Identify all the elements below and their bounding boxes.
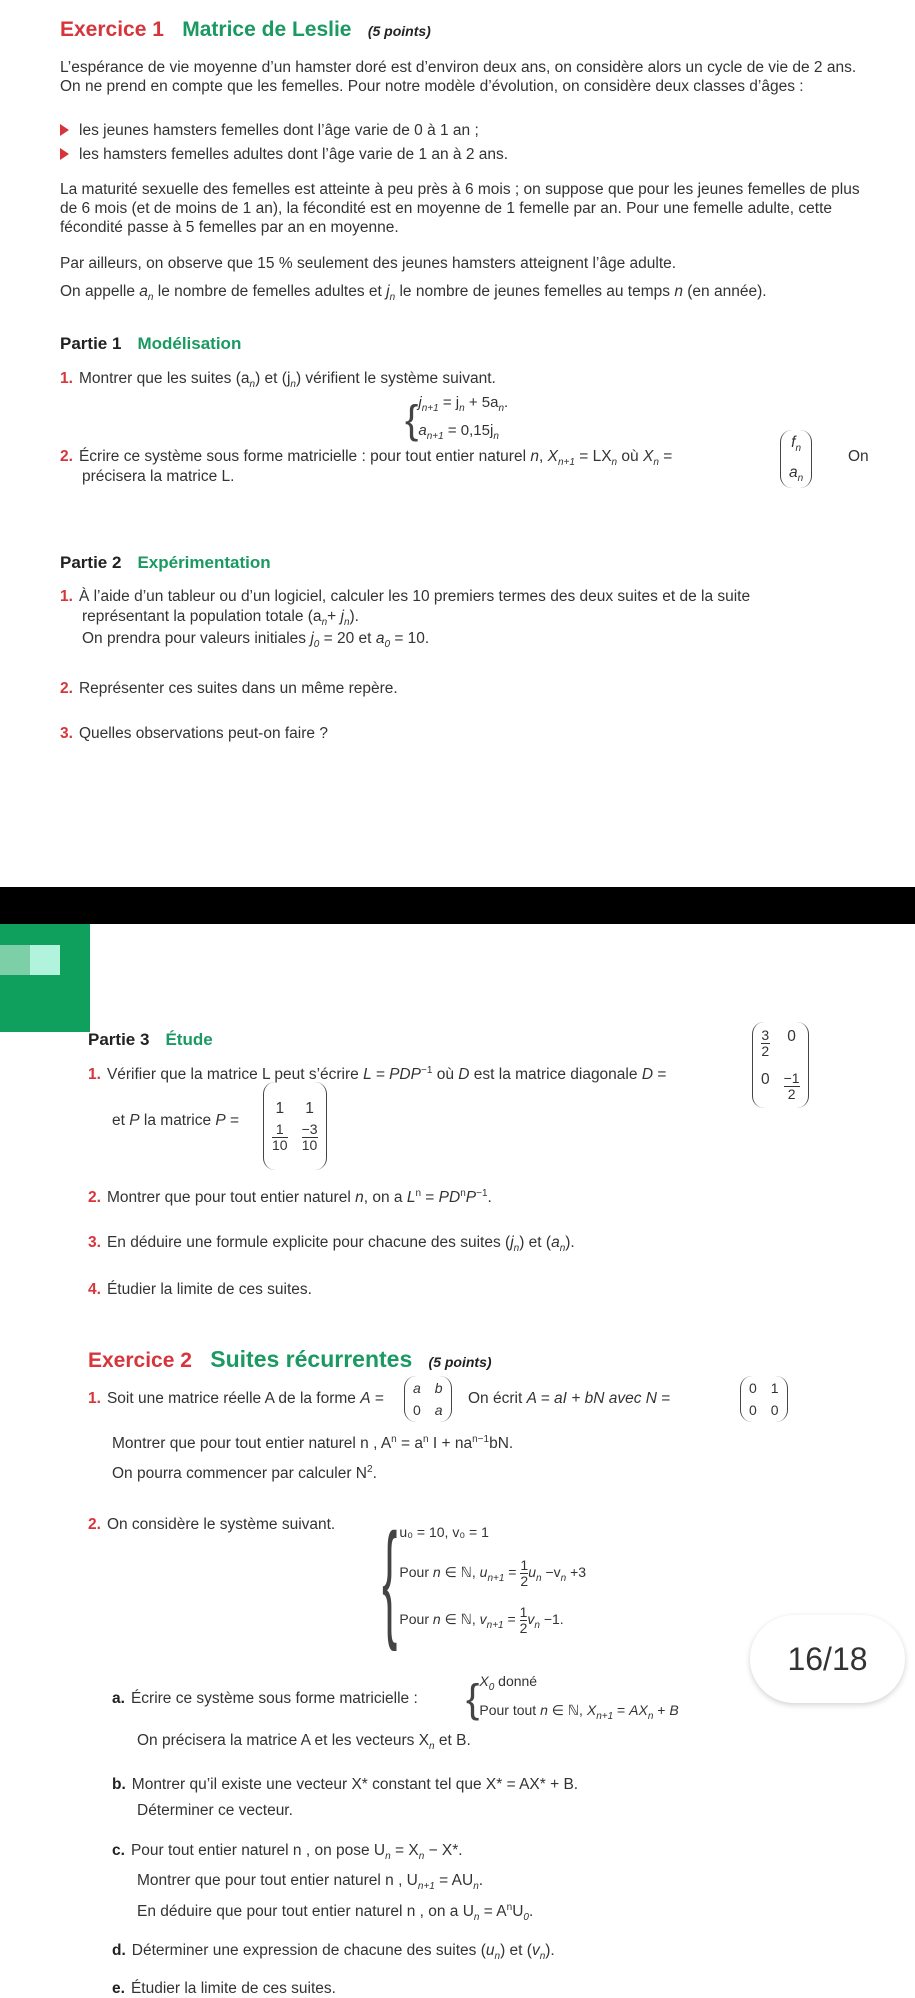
bullet-triangle-icon: [60, 148, 69, 160]
exercise-2-heading: [88, 1346, 492, 1373]
notation-paragraph: On appelle $a_n$ le nombre de femelles adultes et $j_n$ le nombre de jeunes femelles au temps n (en année).: [60, 283, 767, 303]
brace-icon: {: [382, 1506, 398, 1652]
ex2-question-2e: e. Étudier la limite de ces suites.: [112, 1980, 336, 1997]
part-1-heading: Partie 1 Modélisation: [60, 334, 242, 353]
bullet-text: les jeunes hamsters femelles dont l’âge varie de 0 à 1 an ;: [79, 122, 479, 139]
ex2-q2b-line2: Déterminer ce vecteur.: [137, 1802, 293, 1819]
q2-on: On: [848, 448, 869, 465]
part1-question-1: 1. Montrer que les suites $(a_n)$ et $(j_n)$ vérifient le système suivant.: [60, 370, 496, 390]
vector-xn: $f_n$ $a_n$: [780, 430, 812, 488]
part3-question-4: 4. Étudier la limite de ces suites.: [88, 1281, 312, 1298]
part2-question-1: 1. À l’aide d’un tableur ou d’un logiciel, calculer les 10 premiers termes des deux suites et de la suite: [60, 588, 751, 605]
part3-question-2: 2. Montrer que pour tout entier naturel n, on a $L^n = PD^nP^{-1}$.: [88, 1188, 492, 1206]
ex2-question-2c: c. Pour tout entier naturel n , on pose $U_n = X_n - X*$.: [112, 1842, 463, 1862]
maturity-paragraph: La maturité sexuelle des femelles est atteinte à peu près à 6 mois ; on suppose que pour les jeunes femelles de plus de 6 mois (et de moins de 1 an), la fécondité est en moyenne de 1 femelle par an. Pour une femelle adulte, cette fécondité passe à 5 femelles par an en moyenne.: [60, 181, 860, 236]
ex2-q1-line2: Montrer que pour tout entier naturel n , $A^n = a^n$ $I + na^{n-1}bN$.: [112, 1434, 514, 1452]
ex2-question-2b: b. Montrer qu’il existe une vecteur X* constant tel que X* = AX* + B.: [112, 1776, 579, 1793]
recurrence-system: { u₀ = 10, v₀ = 1 Pour n ∈ ℕ, $u_{n+1}$ = $\frac{1}{2}$ $u_n -v_n +3$ Pour n ∈ ℕ, $v_{n+1}$ = $\frac{1}{2}$ $v_n -1$.: [382, 1506, 587, 1652]
part3-question-1: 1. Vérifier que la matrice L peut s’écrire $L = PDP^{-1}$ où D est la matrice diagonale D =: [88, 1065, 667, 1083]
matrix-d: $\frac{3}{2}$ 0 0 $\frac{-1}{2}$: [752, 1022, 809, 1108]
bullet-triangle-icon: [60, 124, 69, 136]
brace-icon: {: [405, 398, 419, 442]
ex2-q2a-line2: On précisera la matrice A et les vecteurs $X_n$ et B.: [137, 1732, 471, 1752]
intro-paragraph: L’espérance de vie moyenne d’un hamster doré est d’environ deux ans, on considère alors un cycle de vie de 2 ans. On ne prend en compte que les femelles. Pour notre modèle d’évolution, on considère deux classes d’âges :: [60, 59, 857, 95]
part2-question-2: 2. Représenter ces suites dans un même repère.: [60, 680, 398, 697]
ex2-q2c-line3: En déduire que pour tout entier naturel n , on a $U_n = A^nU_0$.: [137, 1902, 534, 1923]
exercise-label: Exercice 2: [88, 1349, 192, 1372]
page-indicator[interactable]: 16/18: [750, 1615, 905, 1703]
bullet-text: les hamsters femelles adultes dont l’âge varie de 1 an à 2 ans.: [79, 146, 509, 163]
ex2-q1-line3: On pourra commencer par calculer $N^2$.: [112, 1464, 377, 1482]
part3-question-3: 3. En déduire une formule explicite pour chacune des suites $(j_n)$ et $(a_n)$.: [88, 1234, 575, 1254]
page-separator-bar: [0, 887, 915, 924]
part-3-heading: Partie 3 Étude: [88, 1030, 213, 1049]
part1-question-2: 2. Écrire ce système sous forme matricielle : pour tout entier naturel n, $X_{n+1} = LX_n$ où $X_n$ =: [60, 448, 673, 468]
ex2-question-1: 1. Soit une matrice réelle A de la forme A =: [88, 1390, 384, 1407]
part3-q1-line2: et P la matrice P =: [112, 1112, 240, 1129]
exercise-label: Exercice 1: [60, 18, 164, 41]
exercise-points: (5 points): [428, 1354, 492, 1370]
decorative-square: [0, 945, 30, 975]
bullet-item: [60, 122, 479, 140]
part2-q1-line2: représentant la population totale $(a_n+ j_n)$.: [82, 608, 359, 628]
part-2-heading: Partie 2 Expérimentation: [60, 553, 271, 572]
brace-icon: {: [466, 1677, 480, 1721]
exercise-points: (5 points): [367, 23, 431, 39]
green-side-block: [0, 924, 90, 1032]
exercise-title: Suites récurrentes: [210, 1346, 413, 1372]
ex2-q2c-line2: Montrer que pour tout entier naturel n , $U_{n+1} = AU_n$.: [137, 1872, 484, 1892]
ex2-q1-write: On écrit A = aI + bN avec N =: [468, 1390, 671, 1407]
q2-line2: précisera la matrice L.: [82, 468, 235, 485]
exercise-1-heading: [60, 18, 431, 42]
ex2-question-2a: a. Écrire ce système sous forme matricielle :: [112, 1690, 418, 1707]
bullet-item: [60, 146, 508, 164]
decorative-square: [30, 945, 60, 975]
part2-question-3: 3. Quelles observations peut-on faire ?: [60, 725, 328, 742]
matrix-p: 1 1 $\frac{1}{10}$ $\frac{-3}{10}$: [263, 1082, 327, 1170]
system-equation: { $j_{n+1} = j_n + 5a_n$. $a_{n+1} = 0,15j_n$: [405, 394, 509, 442]
ex2-question-2d: d. Déterminer une expression de chacune des suites $(u_n)$ et $(v_n)$.: [112, 1942, 555, 1962]
survival-paragraph: Par ailleurs, on observe que 15 % seulement des jeunes hamsters atteignent l’âge adulte.: [60, 255, 677, 272]
matrix-n: 0 1 0 0: [740, 1376, 788, 1422]
exercise-title: Matrice de Leslie: [182, 18, 352, 41]
ex2-question-2: 2. On considère le système suivant.: [88, 1516, 336, 1533]
matrix-a: a b 0 a: [404, 1376, 452, 1422]
matrix-system: { $X_0$ donné Pour tout n ∈ ℕ, $X_{n+1} = AX_n + B$: [466, 1673, 679, 1722]
part2-q1-line3: On prendra pour valeurs initiales $j_0 = 20$ et $a_0 = 10$.: [82, 630, 430, 650]
